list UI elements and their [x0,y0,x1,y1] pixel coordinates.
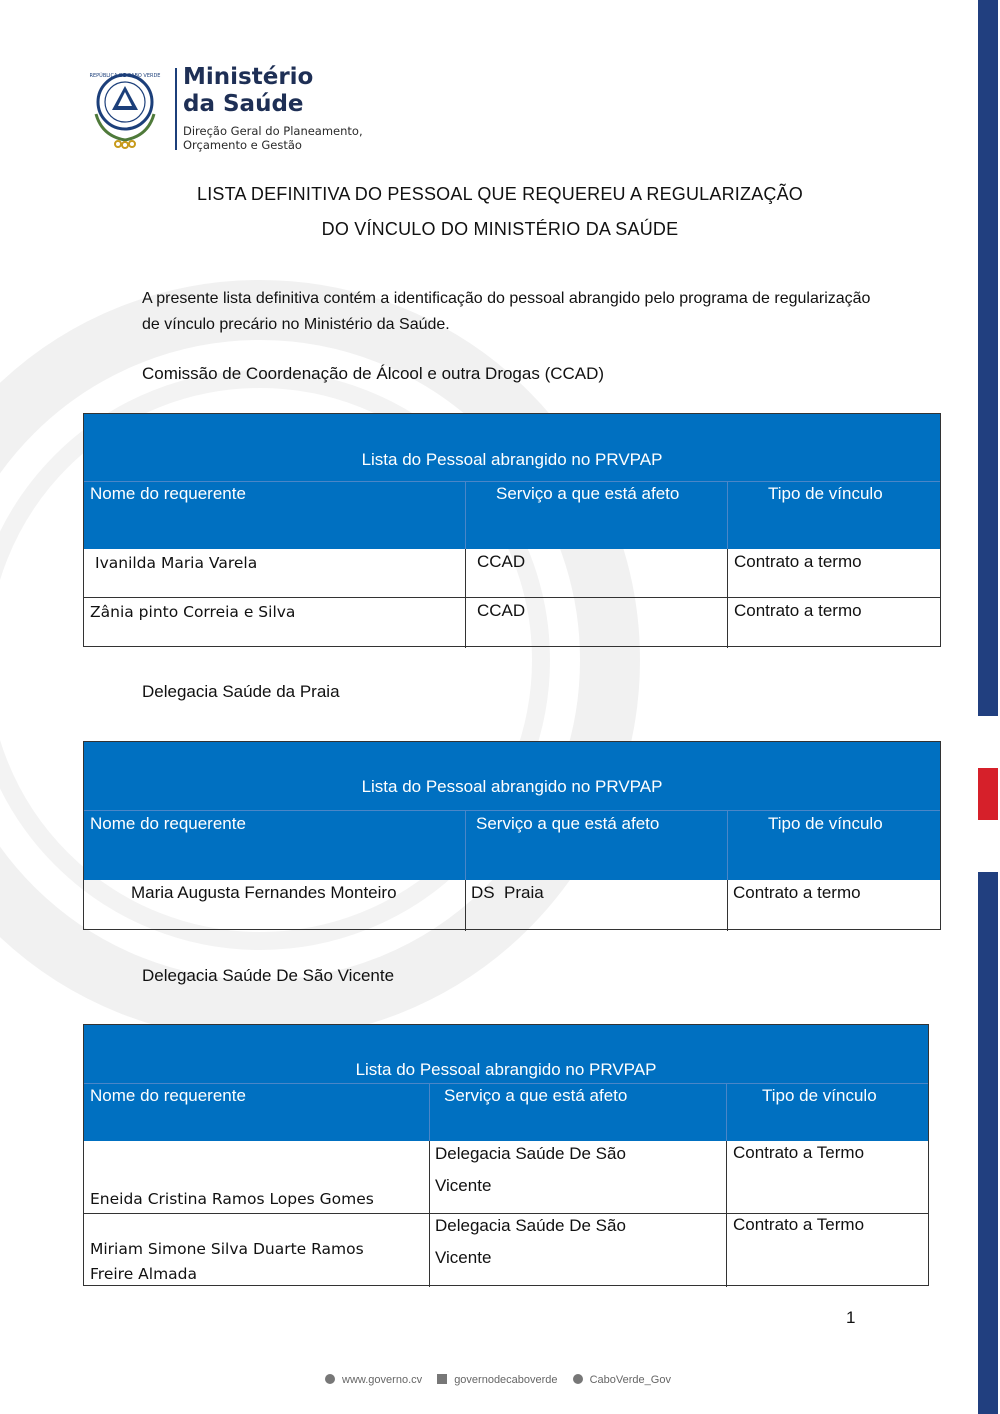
directorate-name: Direção Geral do Planeamento, Orçamento e Gestão [183,124,363,152]
seal-text: REPÚBLICA DE CABO VERDE [89,73,161,79]
table-cell: Eneida Cristina Ramos Lopes Gomes [90,1190,374,1208]
section-heading-sao-vicente: Delegacia Saúde De São Vicente [142,966,395,985]
table-cell: Contrato a Termo [733,1143,865,1162]
table-cell: Zânia pinto Correia e Silva [90,603,296,621]
column-header-name: Nome do requerente [90,484,246,503]
side-stripe-blue-top [978,0,998,716]
table-cell: Contrato a termo [734,601,862,620]
footer-website[interactable]: www.governo.cv [325,1374,426,1386]
ministry-name: Ministério da Saúde [183,64,314,117]
column-header-contract: Tipo de vínculo [768,814,883,833]
table-caption: Lista do Pessoal abrangido no PRVPAP [361,777,663,796]
table-cell: Maria Augusta Fernandes Monteiro [131,883,397,902]
column-header-service: Serviço a que está afeto [444,1086,628,1105]
footer-facebook[interactable]: governodecaboverde [437,1374,561,1386]
column-header-service: Serviço a que está afeto [496,484,680,503]
footer-twitter[interactable]: CaboVerde_Gov [573,1374,675,1386]
column-header-name: Nome do requerente [90,1086,246,1105]
table-sao-vicente [83,1024,929,1286]
table-cell: DS Praia [471,883,544,902]
section-heading-ccad: Comissão de Coordenação de Álcool e outra Drogas (CCAD) [142,364,605,383]
page-number: 1 [846,1308,856,1327]
table-cell: Ivanilda Maria Varela [95,554,258,572]
intro-paragraph: A presente lista definitiva contém a identificação do pessoal abrangido pelo programa de regularização de vínculo precário no Ministério da Saúde. [142,290,871,333]
twitter-icon [573,1374,583,1384]
table-header [84,742,940,880]
column-header-service: Serviço a que está afeto [476,814,660,833]
table-cell: Delegacia Saúde De São Vicente [435,1144,626,1195]
table-caption: Lista do Pessoal abrangido no PRVPAP [361,450,663,469]
table-cell: Contrato a termo [734,552,862,571]
globe-icon [325,1374,335,1384]
footer [0,1374,1000,1386]
column-header-contract: Tipo de vínculo [762,1086,877,1105]
table-ccad [83,413,941,647]
section-heading-praia: Delegacia Saúde da Praia [142,682,340,701]
document-title-line1: LISTA DEFINITIVA DO PESSOAL QUE REQUEREU A REGULARIZAÇÃO [196,184,804,204]
table-cell: Delegacia Saúde De São Vicente [435,1216,626,1267]
side-stripe-blue-bottom [978,872,998,1414]
table-cell: CCAD [477,601,526,620]
table-cell: Miriam Simone Silva Duarte Ramos Freire Almada [90,1240,364,1283]
column-header-contract: Tipo de vínculo [768,484,883,503]
document-title-line2: DO VÍNCULO DO MINISTÉRIO DA SAÚDE [321,219,679,239]
table-cell: Contrato a Termo [733,1215,865,1234]
logo-divider [175,68,177,150]
table-cell: CCAD [477,552,526,571]
table-cell: Contrato a termo [733,883,861,902]
facebook-icon [437,1374,447,1384]
side-stripe-red [978,768,998,820]
column-header-name: Nome do requerente [90,814,246,833]
table-caption: Lista do Pessoal abrangido no PRVPAP [355,1060,657,1079]
coat-of-arms-icon [82,64,168,150]
table-praia [83,741,941,930]
